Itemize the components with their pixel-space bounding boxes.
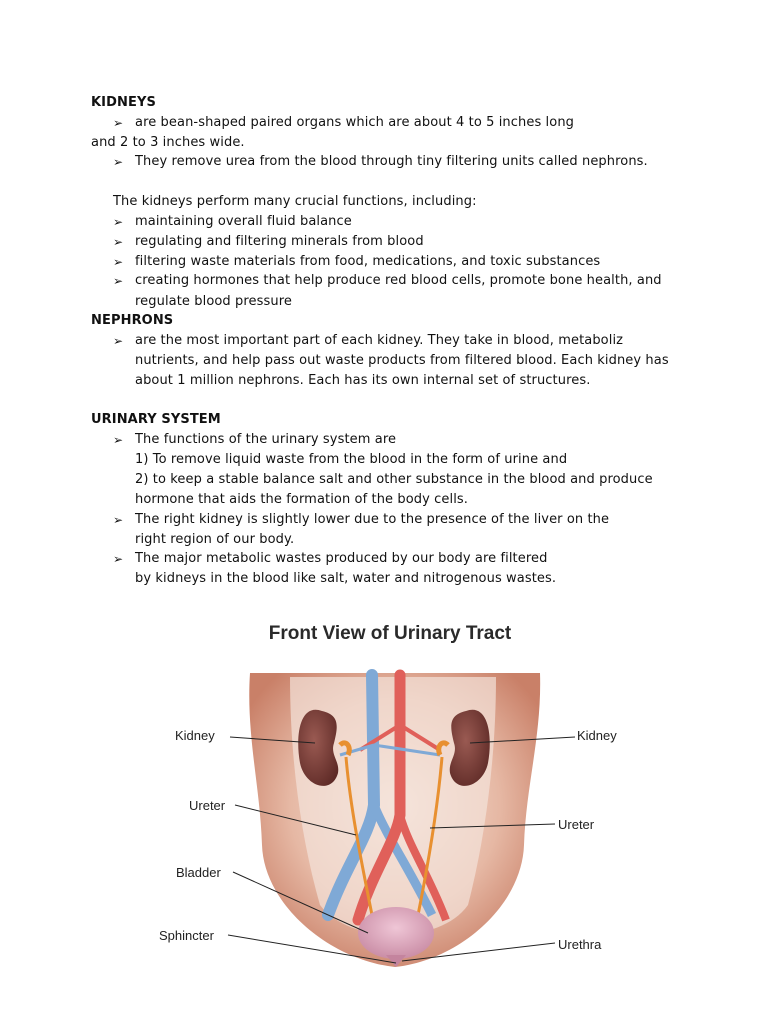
urinary-bullet-1: The functions of the urinary system are [135,432,397,447]
bullet-arrow-icon: ➢ [113,433,124,447]
bullet-arrow-icon: ➢ [113,116,124,130]
urinary-tract-figure [150,615,630,975]
bullet-arrow-icon: ➢ [113,215,124,229]
bullet-arrow-icon: ➢ [113,255,124,269]
nephrons-text: nutrients, and help pass out waste products from filtered blood. Each kidney has [135,353,669,368]
urinary-bullet-1-cont: 1) To remove liquid waste from the blood in the form of urine and [135,452,568,467]
kidneys-bullet-1-cont: and 2 to 3 inches wide. [91,135,245,150]
bullet-arrow-icon: ➢ [113,334,124,348]
urinary-heading: URINARY SYSTEM [91,412,221,427]
label-kidney-right: Kidney [577,728,617,743]
kidneys-heading: KIDNEYS [91,95,156,110]
bullet-arrow-icon: ➢ [113,513,124,527]
nephrons-text: about 1 million nephrons. Each has its own internal set of structures. [135,373,591,388]
urinary-bullet-1-cont: 2) to keep a stable balance salt and other substance in the blood and produce [135,472,653,487]
urinary-tract-illustration [150,615,630,975]
bullet-arrow-icon: ➢ [113,274,124,288]
figure-title: Front View of Urinary Tract [268,623,512,644]
function-item: regulating and filtering minerals from blood [135,234,424,249]
label-bladder: Bladder [176,865,221,880]
kidneys-intro: The kidneys perform many crucial functions, including: [113,194,477,209]
urinary-bullet-3-cont: by kidneys in the blood like salt, water and nitrogenous wastes. [135,571,557,586]
urinary-bullet-3: The major metabolic wastes produced by our body are filtered [135,551,548,566]
function-item: creating hormones that help produce red blood cells, promote bone health, and [135,273,662,288]
label-kidney-left: Kidney [175,728,215,743]
bullet-arrow-icon: ➢ [113,155,124,169]
urinary-bullet-2-cont: right region of our body. [135,532,295,547]
nephrons-heading: NEPHRONS [91,313,174,328]
kidneys-bullet-2: They remove urea from the blood through tiny filtering units called nephrons. [135,154,648,169]
function-item-cont: regulate blood pressure [135,294,292,309]
bullet-arrow-icon: ➢ [113,235,124,249]
label-ureter-left: Ureter [189,798,226,813]
function-item: maintaining overall fluid balance [135,214,352,229]
urinary-bullet-2: The right kidney is slightly lower due to the presence of the liver on the [135,512,610,527]
label-sphincter: Sphincter [159,928,214,943]
bladder [358,907,434,959]
label-urethra: Urethra [558,937,602,952]
nephrons-text: are the most important part of each kidney. They take in blood, metaboliz [135,333,624,348]
label-ureter-right: Ureter [558,817,595,832]
bullet-arrow-icon: ➢ [113,552,124,566]
function-item: filtering waste materials from food, medications, and toxic substances [135,254,601,269]
kidneys-bullet-1: are bean-shaped paired organs which are about 4 to 5 inches long [135,115,575,130]
urinary-bullet-1-cont: hormone that aids the formation of the body cells. [135,492,469,507]
